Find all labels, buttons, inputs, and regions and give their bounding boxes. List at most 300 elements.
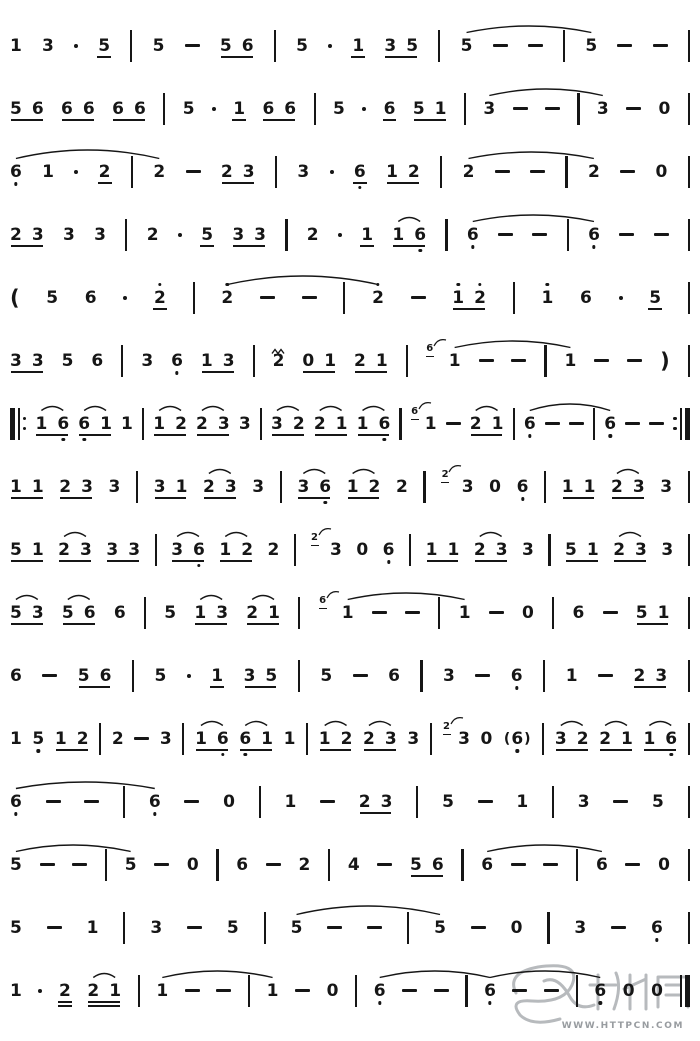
duration-dash xyxy=(84,800,99,803)
note-digit: 6 xyxy=(594,982,606,1000)
note-digit: 0 xyxy=(655,161,668,182)
note xyxy=(149,793,161,811)
beam-underline xyxy=(612,497,644,499)
note-digit: 6 xyxy=(239,730,251,748)
note-digit: 3 xyxy=(224,476,237,497)
barline xyxy=(130,30,132,62)
note xyxy=(183,100,195,118)
barline xyxy=(688,534,690,566)
barline xyxy=(420,660,422,692)
note-digit: 3 xyxy=(232,224,245,245)
note-digit: 1 xyxy=(346,476,359,497)
barline xyxy=(144,597,146,629)
beam-underline xyxy=(303,371,335,373)
note-digit: 2 xyxy=(611,476,623,497)
note xyxy=(652,793,664,811)
note xyxy=(10,163,22,181)
note xyxy=(87,982,99,1000)
grace-underline xyxy=(426,356,434,357)
note xyxy=(297,163,309,181)
note-digit: 1 xyxy=(434,98,447,119)
beamed-group xyxy=(452,289,486,307)
beamed-group xyxy=(633,667,667,685)
beam-underline xyxy=(11,119,43,121)
barline xyxy=(121,345,123,377)
note-digit: 2 xyxy=(340,728,353,749)
barline xyxy=(688,597,690,629)
duration-dash xyxy=(372,611,387,614)
beam-underline xyxy=(88,1005,120,1007)
note xyxy=(121,415,133,433)
note-digit: 5 xyxy=(219,35,232,56)
beamed-group xyxy=(244,667,278,685)
barline xyxy=(163,93,165,125)
slur-arc xyxy=(530,404,610,411)
duration-dash xyxy=(528,44,543,47)
beam-underline xyxy=(600,749,632,751)
note xyxy=(660,478,672,496)
beamed-group xyxy=(201,352,235,370)
note-digit: 6 xyxy=(319,478,331,496)
note xyxy=(77,730,89,748)
note-digit: 0 xyxy=(223,791,235,812)
slur-arcs xyxy=(0,770,700,833)
note xyxy=(314,415,326,433)
high-octave-dot xyxy=(546,283,549,286)
note xyxy=(254,226,266,244)
note-digit: 1 xyxy=(219,539,232,560)
low-octave-dot xyxy=(358,186,361,189)
duration-dash xyxy=(320,800,335,803)
note-digit: 3 xyxy=(574,917,587,938)
note xyxy=(354,163,366,181)
note xyxy=(363,730,375,748)
duration-dash xyxy=(327,926,342,929)
beam-underline xyxy=(644,749,676,751)
note xyxy=(386,163,398,181)
note xyxy=(435,100,447,118)
note xyxy=(320,667,332,685)
slur-arc xyxy=(225,533,247,537)
barline xyxy=(409,534,411,566)
note-underline xyxy=(97,56,111,58)
barline xyxy=(280,471,282,503)
note-digit: 6 xyxy=(378,415,390,433)
slur-arc xyxy=(617,470,639,474)
note xyxy=(383,541,395,559)
beam-underline xyxy=(172,560,204,562)
note-digit: 3 xyxy=(94,224,106,245)
note-digit: 6 xyxy=(112,98,124,119)
note-digit: 3 xyxy=(384,35,397,56)
beamed-group xyxy=(319,730,353,748)
note-digit: 6 xyxy=(284,98,297,119)
note xyxy=(171,541,183,559)
note-digit: 3 xyxy=(108,476,121,497)
note-digit: 1 xyxy=(194,602,207,623)
note-digit: 6 xyxy=(31,98,44,119)
low-octave-dot xyxy=(592,245,595,248)
duration-dash xyxy=(353,674,368,677)
low-octave-dot xyxy=(221,753,224,756)
note xyxy=(242,37,254,55)
phrase-paren-open: ( xyxy=(10,285,20,310)
barline xyxy=(465,975,467,1007)
slur-arc xyxy=(303,470,325,474)
barline xyxy=(688,786,690,818)
note xyxy=(448,541,460,559)
note-digit: 2 xyxy=(407,161,420,182)
note-digit: 6 xyxy=(511,730,523,748)
note-digit: 6 xyxy=(651,919,663,937)
note xyxy=(285,793,297,811)
note xyxy=(566,667,578,685)
duration-dash xyxy=(184,800,199,803)
barline xyxy=(438,30,440,62)
note xyxy=(217,730,229,748)
duration-dash xyxy=(479,359,494,362)
low-octave-dot xyxy=(62,438,65,441)
note xyxy=(252,478,264,496)
barline xyxy=(438,597,440,629)
beam-underline xyxy=(221,56,253,58)
barline xyxy=(548,534,550,566)
beam-underline xyxy=(195,623,227,625)
low-octave-dot xyxy=(528,434,531,437)
barline xyxy=(182,723,184,755)
note-digit: 5 xyxy=(585,35,598,56)
note xyxy=(10,604,22,622)
note xyxy=(10,541,22,559)
note-digit: 1 xyxy=(386,161,398,182)
note xyxy=(361,226,373,244)
beamed-group xyxy=(643,730,677,748)
beam-underline xyxy=(113,119,145,121)
score-line xyxy=(0,140,700,203)
slur-arc xyxy=(177,533,199,537)
beam-underline xyxy=(202,371,234,373)
note xyxy=(649,289,661,307)
note xyxy=(201,226,213,244)
score xyxy=(0,14,700,1022)
beam-underline xyxy=(263,119,295,121)
note-digit: 6 xyxy=(604,415,616,433)
note-digit: 1 xyxy=(10,728,22,749)
beamed-group xyxy=(347,478,381,496)
barline xyxy=(274,30,276,62)
score-line xyxy=(0,581,700,644)
note xyxy=(112,100,124,118)
barline xyxy=(688,156,690,188)
note-underline xyxy=(98,182,112,184)
note xyxy=(196,415,208,433)
beamed-group xyxy=(239,730,273,748)
barline xyxy=(253,345,255,377)
note xyxy=(193,541,205,559)
note xyxy=(565,352,577,370)
note xyxy=(597,100,609,118)
note-digit: 3 xyxy=(443,665,455,686)
note xyxy=(85,289,97,307)
beamed-group xyxy=(555,730,589,748)
barline xyxy=(567,219,569,251)
note-digit: 5 xyxy=(320,665,333,686)
beam-underline xyxy=(196,749,228,751)
note xyxy=(125,856,137,874)
note-digit: 5 xyxy=(164,602,177,623)
note xyxy=(243,163,255,181)
barline xyxy=(688,282,690,314)
note-digit: 5 xyxy=(124,854,137,875)
duration-dash xyxy=(511,863,526,866)
note xyxy=(467,226,479,244)
note xyxy=(233,100,245,118)
note-underline xyxy=(351,56,365,58)
low-octave-dot xyxy=(670,753,673,756)
slur-arc xyxy=(68,596,90,600)
beamed-group xyxy=(10,100,44,118)
note-digit: 6 xyxy=(388,665,400,686)
note xyxy=(241,541,253,559)
note-digit: 3 xyxy=(106,539,119,560)
note-digit: 2 xyxy=(273,352,285,370)
high-octave-dot xyxy=(456,283,459,286)
duration-dash xyxy=(620,170,635,173)
note xyxy=(392,226,404,244)
grace-slur-icon xyxy=(326,589,340,599)
note-digit: 3 xyxy=(242,161,255,182)
note-digit: 2 xyxy=(202,476,215,497)
note-digit: 6 xyxy=(384,100,396,118)
note xyxy=(227,919,239,937)
duration-dash xyxy=(475,674,490,677)
note-digit: 1 xyxy=(233,100,245,118)
beam-underline xyxy=(240,749,272,751)
note-digit: 6 xyxy=(431,854,444,875)
note xyxy=(414,226,426,244)
note-underline xyxy=(58,1005,72,1007)
note-digit: 1 xyxy=(375,350,388,371)
beamed-group xyxy=(153,415,187,433)
beam-underline xyxy=(36,434,68,436)
note-digit: 5 xyxy=(333,98,345,119)
slur-arc xyxy=(200,596,222,600)
note-digit: 3 xyxy=(42,35,54,56)
low-octave-dot xyxy=(471,245,474,248)
grace-slur-icon xyxy=(418,400,432,410)
beamed-group xyxy=(599,730,633,748)
note-digit: 2 xyxy=(372,289,384,307)
grace-note xyxy=(441,470,449,482)
note xyxy=(220,37,232,55)
note xyxy=(474,541,486,559)
barline xyxy=(123,786,125,818)
score-line xyxy=(0,644,700,707)
note-digit: 1 xyxy=(42,161,55,182)
note-digit: 2 xyxy=(306,224,319,245)
slur-arc xyxy=(467,26,592,33)
note-digit: 6 xyxy=(511,667,523,685)
note-digit: 1 xyxy=(121,413,133,434)
high-octave-dot xyxy=(158,283,161,286)
note xyxy=(359,793,371,811)
note-digit: 1 xyxy=(586,539,599,560)
note xyxy=(463,163,475,181)
note-digit: 5 xyxy=(182,98,195,119)
note-digit: 2 xyxy=(576,728,589,749)
duration-dash xyxy=(405,611,420,614)
note xyxy=(293,415,305,433)
note-digit: 2 xyxy=(633,665,646,686)
barline xyxy=(464,93,466,125)
note xyxy=(55,730,67,748)
slur-arc xyxy=(227,276,378,285)
note xyxy=(32,730,44,748)
note-digit: 1 xyxy=(491,413,504,434)
note xyxy=(376,352,388,370)
note-digit: 3 xyxy=(554,728,567,749)
note xyxy=(271,415,283,433)
duration-dash xyxy=(266,863,281,866)
slur-arc xyxy=(476,407,498,411)
note-digit: 1 xyxy=(211,667,223,685)
note-digit: 0 xyxy=(356,539,369,560)
slur-arc xyxy=(619,533,641,537)
note xyxy=(83,100,95,118)
note-digit: 3 xyxy=(222,350,235,371)
note xyxy=(194,604,206,622)
beamed-group xyxy=(232,226,266,244)
note-digit: 6 xyxy=(113,602,126,623)
beamed-group xyxy=(565,541,599,559)
note xyxy=(572,604,584,622)
duration-dash xyxy=(471,926,486,929)
beam-underline xyxy=(247,623,279,625)
note-digit: 1 xyxy=(283,728,296,749)
note xyxy=(239,730,251,748)
note-digit: 6 xyxy=(171,352,183,370)
beam-underline xyxy=(475,560,507,562)
note xyxy=(588,226,600,244)
beam-underline xyxy=(56,749,88,751)
note xyxy=(10,856,22,874)
beamed-group xyxy=(384,37,418,55)
note-digit: 5 xyxy=(32,730,44,748)
barline xyxy=(552,786,554,818)
note-digit: 3 xyxy=(495,539,508,560)
note xyxy=(211,667,223,685)
note-digit: 3 xyxy=(297,161,310,182)
barline xyxy=(138,975,140,1007)
note-digit: 3 xyxy=(31,602,44,623)
note xyxy=(32,604,44,622)
note-digit: 2 xyxy=(87,980,100,1001)
barline xyxy=(513,282,515,314)
duration-dash xyxy=(627,359,642,362)
high-octave-dot xyxy=(478,283,481,286)
beamed-group xyxy=(357,415,391,433)
barline xyxy=(259,786,261,818)
slur-arc xyxy=(469,152,594,159)
duration-dash xyxy=(377,863,392,866)
note-digit: 6 xyxy=(665,730,677,748)
note-digit: 5 xyxy=(635,602,648,623)
note-digit: 3 xyxy=(150,917,163,938)
slur-arc xyxy=(41,407,63,411)
note-digit: 1 xyxy=(458,602,471,623)
beam-underline xyxy=(471,434,503,436)
note xyxy=(10,37,22,55)
note-underline xyxy=(232,119,246,121)
note-digit: 5 xyxy=(10,98,22,119)
augmentation-dot xyxy=(619,296,623,300)
barline xyxy=(306,723,308,755)
beam-underline xyxy=(107,560,139,562)
note-digit: 2 xyxy=(59,476,72,497)
note xyxy=(354,352,366,370)
note xyxy=(100,667,112,685)
beamed-group xyxy=(262,100,296,118)
note xyxy=(470,415,482,433)
note xyxy=(336,415,348,433)
duration-dash xyxy=(649,422,664,425)
note-digit: 1 xyxy=(452,289,464,307)
duration-dash xyxy=(489,611,504,614)
beam-underline xyxy=(233,245,265,247)
duration-dash xyxy=(530,170,545,173)
beamed-group xyxy=(221,163,255,181)
slur-arc xyxy=(325,722,347,726)
note xyxy=(651,919,663,937)
note-digit: 3 xyxy=(254,224,267,245)
slur-arc xyxy=(209,470,231,474)
barline xyxy=(680,975,682,1007)
grace-slur-icon xyxy=(433,337,447,347)
duration-dash xyxy=(72,863,87,866)
beamed-group xyxy=(171,541,205,559)
grace-digit: 6 xyxy=(411,406,419,418)
note-digit: 1 xyxy=(10,980,22,1001)
note xyxy=(565,541,577,559)
note xyxy=(109,982,121,1000)
barline xyxy=(688,30,690,62)
note-digit: 2 xyxy=(146,224,159,245)
beamed-group xyxy=(562,478,596,496)
note xyxy=(10,478,22,496)
note-digit: 1 xyxy=(31,476,44,497)
note xyxy=(164,604,176,622)
duration-dash xyxy=(613,800,628,803)
note-digit: 6 xyxy=(236,854,249,875)
score-line xyxy=(0,455,700,518)
note xyxy=(58,541,70,559)
note-digit: 6 xyxy=(467,226,479,244)
note xyxy=(425,415,437,433)
barline xyxy=(343,282,345,314)
low-octave-dot xyxy=(608,434,611,437)
beam-underline xyxy=(245,686,277,688)
note-digit: 3 xyxy=(216,602,229,623)
augmentation-dot xyxy=(187,674,191,678)
beam-underline xyxy=(385,56,417,58)
note-digit: 2 xyxy=(363,728,375,749)
grace-underline xyxy=(311,545,319,546)
note-digit: 3 xyxy=(243,665,256,686)
beam-underline xyxy=(62,119,94,121)
note xyxy=(262,100,274,118)
note xyxy=(236,856,248,874)
note xyxy=(239,415,251,433)
